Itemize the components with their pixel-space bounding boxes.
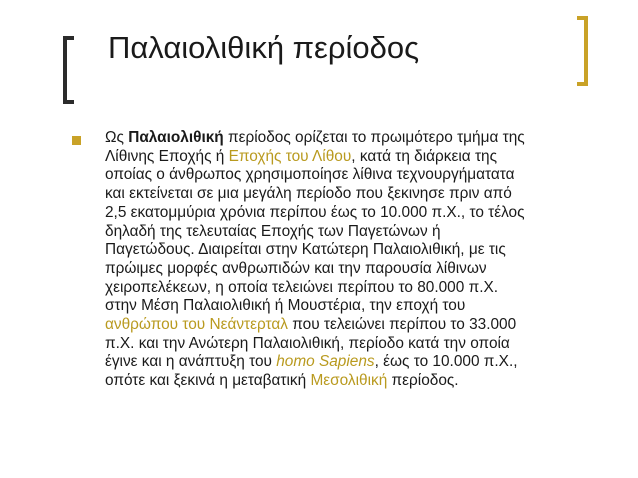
paragraph-line: [105, 129, 593, 148]
text-segment: Ως: [105, 129, 129, 146]
bullet-paragraph: [105, 129, 593, 391]
text-segment: , κατά τη διάρκεια της: [351, 147, 498, 165]
paragraph-line: [105, 148, 593, 167]
paragraph-line: [105, 166, 593, 185]
highlighted-term: Μεσολιθική: [310, 372, 388, 390]
text-segment: Παγετώδους. Διαιρείται στην Κατώτερη Παλαιολιθική, με τις: [105, 241, 506, 259]
paragraph-line: [105, 353, 593, 372]
highlighted-term: homo Sapiens: [276, 353, 375, 371]
text-segment: που τελειώνει περίπου το 33.000: [287, 316, 517, 334]
paragraph-line: [105, 316, 593, 335]
text-segment: οπότε και ξεκινά η μεταβατική: [105, 372, 311, 390]
text-segment: περίοδος.: [387, 372, 459, 390]
text-segment: στην Μέση Παλαιολιθική ή Μουστέρια, την εποχή του: [105, 297, 466, 315]
text-segment: πρώιμες μορφές ανθρωπιδών και την παρουσία λίθινων: [105, 259, 487, 277]
bold-term: Παλαιολιθική: [128, 129, 224, 146]
slide-title: Παλαιολιθική περίοδος: [108, 30, 420, 65]
dark-bracket-icon: [63, 36, 74, 104]
text-segment: δηλαδή της τελευταίας Εποχής των Παγετώνων ή: [105, 222, 441, 240]
paragraph-line: [105, 241, 593, 260]
text-segment: οποίας ο άνθρωπος χρησιμοποίησε λίθινα τεχνουργήματατα: [105, 166, 515, 184]
text-segment: και εκτείνεται σε μια μεγάλη περίοδο που ξεκινησε πριν από: [105, 185, 512, 203]
paragraph-line: [105, 204, 593, 223]
paragraph-line: [105, 260, 593, 279]
text-segment: , έως το 10.000 π.Χ.,: [374, 353, 518, 371]
paragraph-line: [105, 185, 593, 204]
highlighted-term: Εποχής του Λίθου: [228, 147, 352, 165]
highlighted-term: ανθρώπου του Νεάντερταλ: [105, 316, 288, 334]
paragraph-line: [105, 297, 593, 316]
paragraph-line: [105, 223, 593, 242]
gold-bracket-icon: [577, 16, 588, 86]
text-segment: 2,5 εκατομμύρια χρόνια περίπου έως το 10.000 π.Χ., το τέλος: [105, 203, 525, 221]
text-segment: Λίθινης Εποχής ή: [105, 147, 229, 165]
text-segment: περίοδος ορίζεται το πρωιμότερο τμήμα της: [223, 129, 525, 146]
paragraph-line: [105, 279, 593, 298]
gold-square-bullet-icon: [72, 136, 81, 145]
paragraph-line: [105, 335, 593, 354]
text-segment: χειροπελέκεων, η οποία τελειώνει περίπου το 80.000 π.Χ.: [105, 278, 499, 296]
text-segment: π.Χ. και την Ανώτερη Παλαιολιθική, περίοδο κατά την οποία: [105, 334, 510, 352]
text-segment: έγινε και η ανάπτυξη του: [105, 353, 277, 371]
paragraph-line: [105, 372, 593, 391]
